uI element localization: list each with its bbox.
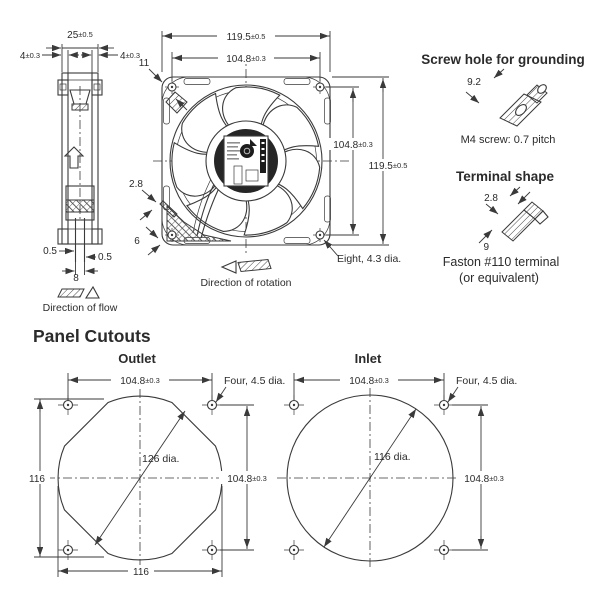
terminal-length-dim: 9 [483,242,489,253]
dim-gusset-6 [134,227,160,255]
terminal-width-dim: 2.8 [484,193,498,204]
mounting-hole [165,80,179,94]
dim-pin-offsets [43,246,112,284]
rotation-symbol-tail [238,260,271,272]
grounding-title: Screw hole for grounding [421,52,585,67]
grounding-figure [421,52,585,146]
pin-right-dim: 0.5 [98,252,112,263]
outlet-width-dim: 116 [133,567,149,578]
flange-right-dim: 4±0.3 [120,50,141,62]
dim-terminal-width [484,187,520,214]
outlet-title: Outlet [118,351,156,366]
panel-hole [202,540,222,560]
side-depth-dim: 25±0.5 [67,29,93,41]
outlet-holes-v-dim: 104.8±0.3 [227,473,267,485]
flow-arrow-icon [86,287,99,298]
inlet-cutout-figure [277,351,517,568]
dim-grounding-hole [466,69,504,103]
fan-side-view [20,29,140,314]
inlet-holes-v-dim: 104.8±0.3 [464,473,504,485]
outlet-holes-h-dim: 104.8±0.3 [120,375,160,387]
grounding-screw-icon [500,83,548,126]
rib-dim: 2.8 [129,179,143,190]
panel-cutouts-heading: Panel Cutouts [33,326,151,346]
inlet-holes-h-dim: 104.8±0.3 [349,375,389,387]
inlet-dim-holes-h [294,373,444,400]
mounting-hole [313,80,327,94]
inlet-dia-label: 116 dia. [374,451,411,463]
outlet-holes-callout [216,375,285,402]
motor-crosshatch [66,200,94,212]
outlet-dim-holes-v [219,405,276,550]
front-height-holes-dim: 104.8±0.3 [333,139,373,151]
inlet-title: Inlet [354,351,382,366]
eight-holes-note: Eight, 4.3 dia. [337,253,402,265]
side-view-body [58,73,102,262]
terminal-figure [443,169,560,285]
terminal-note-line2: (or equivalent) [459,271,539,285]
dim-flange-right [81,50,140,73]
direction-of-rotation [200,260,291,290]
gusset-dim: 6 [134,236,140,247]
front-height-outer-dim: 119.5±0.5 [368,160,408,172]
terminal-icon [502,202,548,241]
front-width-holes-dim: 104.8±0.3 [226,53,266,65]
rotation-label: Direction of rotation [200,277,292,289]
inlet-holes-note: Four, 4.5 dia. [456,375,518,387]
panel-hole [284,540,304,560]
terminal-title: Terminal shape [455,169,555,184]
grounding-hole-dim: 9.2 [467,77,481,88]
holes-callout [324,240,401,265]
motor-cap [240,144,254,158]
flange-left-dim: 4±0.3 [19,50,40,62]
outlet-cutout-figure [25,351,285,578]
outlet-height-dim: 116 [29,474,45,485]
fan-front-view [129,30,417,289]
pin-left-dim: 0.5 [43,246,57,257]
mounting-hole [313,228,327,242]
dim-flange-left [20,50,79,73]
flow-symbol-tail [58,289,84,297]
hub-label [224,136,268,186]
panel-hole [434,540,454,560]
terminal-note-line1: Faston #110 terminal [442,255,560,269]
pin-span-dim: 8 [73,273,79,284]
outlet-dia-label: 126 dia. [142,453,180,465]
dim-depth-25 [46,29,114,72]
rotation-arrow-icon [222,261,236,273]
notch-dim: 11 [138,58,150,69]
inlet-dim-holes-v [452,405,513,550]
dim-rib-28 [129,179,156,220]
flow-label: Direction of flow [42,302,118,314]
grounding-note: M4 screw: 0.7 pitch [460,134,556,146]
outlet-holes-note: Four, 4.5 dia. [224,375,286,387]
front-width-outer-dim: 119.5±0.5 [226,31,266,43]
direction-of-flow [43,287,118,314]
inlet-holes-callout [448,375,517,402]
